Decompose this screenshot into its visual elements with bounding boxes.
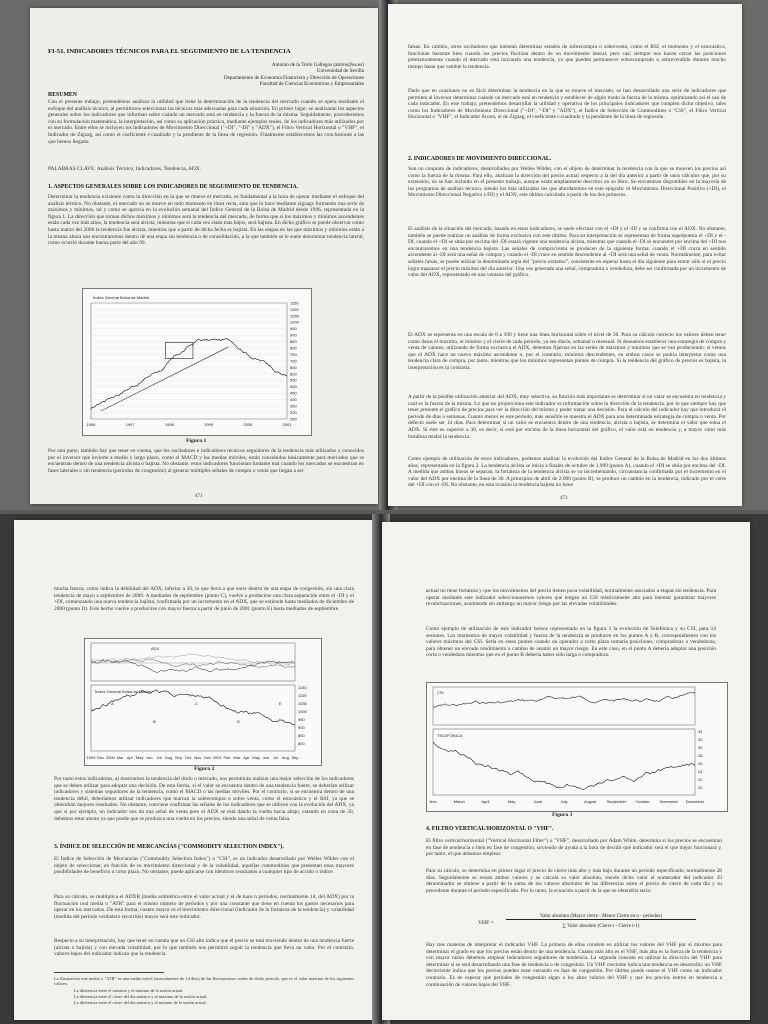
paragraph: A partir de la posible utilización anterior del ADX, muy selectiva, su función más importante es determinar si un valor se encuentra en tendencia y cuál es la fuerza de la misma. Lo que no proporciona este indicador es información sobre la dirección de la tendencia, por lo que siempre hay que tener presente el gráfico de precios para ver la dirección del mismo y poder tomar una decisión. Para el cálculo del indicador hay que introducir el periodo de días o semanas. Cuanto menor es este periodo, más sensible se muestra el ADX para una determinada estrategia de compra o venta. Por defecto suele ser 14 días. Para determinar si un valor se encuentra dentro de una tendencia, alcista o bajista, se determina el valor que toma el ADX. Si éste es superior a 30, es decir, si está por encima de la línea horizontal del gráfico, el valor está en tendencia y, a mayor valor más fortaleza tendrá la tendencia.	[408, 394, 726, 440]
price-panel-label: Índice General Bolsa de Madrid	[95, 689, 152, 694]
adx-label: ADX	[151, 646, 160, 651]
x-tick-label: Dec	[204, 755, 212, 760]
x-tick-label: 1997	[125, 422, 135, 427]
vhf-formula-numerator: Valor absoluto (Mayor cierre - Menor Cierre en n - periodos)	[506, 914, 696, 920]
y-tick-label: 800	[298, 741, 305, 746]
csi-panel	[433, 687, 695, 725]
figure-1-chart	[82, 288, 312, 436]
y-tick-label: 950	[290, 326, 297, 332]
paragraph: Por tanto estos indicadores, al mostrarnos la tendencia del título o mercado, nos permitirán realizar una mejor selección de los indicadores que se deben utilizar para adoptar una decisión. De esta forma, si el valor se encuentra dentro de una tendencia fuerte, se deberían utilizar indicadores y sistemas seguidores de la tendencia, como el MACD o las medias móviles. Por el contrario, si se encuentra dentro de una tendencia débil, deberíamos utilizar indicadores que marcan la sobrecompra o sobre venta, como el estocástico y el RSI, ya que se obtendrán mejores resultados. No obstante, conviene confirmar las señales de los indicadores que se utilicen con la evolución del ADX, ya que si por ejemplo, un indicador nos da una señal de venta pero el ADX se está dando la vuelta hacia abajo, estando en zona de 30, debemos estar atento ya que puede que se produzca una vuelta en los precios, siendo una señal de venta falsa.	[54, 776, 354, 822]
csi-line	[433, 692, 695, 707]
y-tick-label: 1050	[298, 701, 307, 706]
paragraph: actual no tiene fortaleza y que los movimientos del precio tienen poca volatilidad, normalmente asociados a etapas sin tendencia. Para operar mediante este indicador seleccionaremos valores que tengan un CSI relativamente alto para intentar garantizar mayores revalorizaciones, asumiendo sin embargo un mayor riesgo por las elevadas volatilidades.	[426, 588, 716, 608]
page-473	[388, 4, 742, 506]
page-number: 471	[195, 494, 203, 499]
x-tick-label: May	[135, 755, 144, 760]
paragraph: mucha fuerza, como indica la debilidad del ADX, inferior a 30, lo que lleva a que entre dentro de una etapa de congestión, sin una clara tendencia de mayo a septiembre de 2000. A mediados de septiembre (punto C), vuelve a producirse una clara separación entre el -DI y el +DI, comenzando una nueva tendencia bajista, confirmada por un incremento en el ADX, que se extiende hasta mediados de diciembre de 2000 (punto D). Este hecho vuelve a producirse con mayor fuerza a partir de junio de 2001 (punto E) hasta mediados de septiembre.	[54, 586, 354, 612]
signal-point-label: A	[111, 701, 114, 706]
y-tick-label: 22	[698, 777, 703, 782]
trend-line	[101, 347, 228, 411]
x-tick-label: 1998	[164, 422, 174, 427]
y-tick-label: 24	[698, 769, 703, 774]
x-tick-label: May	[507, 799, 516, 804]
y-tick-label: 550	[290, 377, 297, 383]
vhf-formula-denominator: ∑ Valor absoluto (Cierre t - Cierre t-1)	[562, 924, 640, 929]
section-4-title: 4. FILTRO VERTICAL/HORIZONTAL O "VHF".	[426, 826, 554, 832]
x-tick-label: Sep	[291, 755, 299, 760]
affiliation-university: Universidad de Sevilla	[316, 68, 364, 75]
paragraph: El Índice de Selección de Mercancías ("Commodity Selection Index") o "CSI", es un indicador desarrollado por Welles Wilder con el objeto de seleccionar, en función de su movimiento direccional y de la volatilidad, aquellas commodities que presentan unas mayores posibilidades de beneficio a corto plazo. No obstante, puede aplicarse con idénticos resultados a cualquier tipo de acción o índice.	[54, 856, 354, 876]
x-tick-label: 2000	[105, 755, 115, 760]
x-tick-label: Nov	[429, 799, 437, 804]
paragraph: Hay tres maneras de interpretar el indicador VHF. La primera de ellas consiste en utilizar los valores del VHF por sí mismos para determinar el grado en que los precios están dentro de una tendencia. Cuanto más alto es el VHF, más alta es la fuerza de la tendencia y con mayor razón debemos emplear indicadores seguidores de tendencia. La segunda consiste en utilizar la dirección del VHF para determinar si se está desarrollando una fase de tendencia o de congestión. Un VHF creciente indica una tendencia en desarrollo; un VHF decreciente indica que los precios pueden estar entrando en fase de congestión. Por último puede usarse el VHF como un indicador contrario. Es de esperar que periodos de congestión sigan a los altos valores del VHF y que los precios entren en tendencia a continuación de valores bajos del VHF.	[426, 942, 722, 988]
price-series-line	[91, 338, 287, 409]
y-tick-label: 1100	[290, 306, 299, 312]
y-tick-label: 1150	[290, 300, 299, 306]
paragraph: Dado que en ocasiones no es fácil determinar la tendencia en la que se mueve el mercado, se han desarrollado una serie de indicadores que permiten al inversor determinar cuándo un mercado está en tendencia y establecer de algún modo la fuerza de la misma, optimizando así el uso de cada indicador. En este trabajo, pretendemos desarrollar la utilidad y operativa de los principales indicadores que cumplen dicho objetivo, tales como los Indicadores de Movimiento Direccional ("+DI", "-DI" y "ADX"), el Índice de Selección de Commodities o "CSI", el Filtro Vertical Horizontal o "VHF", el Indicador Aroon, el de Zigzag, el coeficiente r-cuadrado y la pendiente de la línea de regresión.	[408, 88, 726, 121]
figure-1-svg	[83, 289, 311, 435]
x-tick-label: Apr	[126, 755, 133, 760]
figure-1-caption: Figura 1	[186, 438, 207, 444]
x-tick-label: Dec	[97, 755, 105, 760]
y-tick-label: 1000	[298, 709, 307, 714]
y-tick-label: 1150	[298, 685, 307, 690]
x-tick-label: 1999	[204, 422, 214, 427]
x-tick-label: Jul	[273, 755, 279, 760]
figure-2-svg	[85, 639, 321, 765]
x-tick-label: May	[252, 755, 260, 760]
consolidation-box	[165, 342, 192, 358]
figure-2-caption: Figura 2	[194, 766, 215, 772]
paragraph: falsas. En cambio, otros osciladores que intentan determinar estados de sobrecompra o sobreventa, como el RSI, el momento y el estocástico, funcionan bastante bien cuando los precios fluctúan dentro de un movimiento lateral, pero casi siempre nos hacen cerrar las posiciones prematuramente cuando el mercado está iniciando una tendencia, ya que pueden permanecer sobrecomprado o sobrevendido durante mucho tiempo hasta que cambie la tendencia.	[408, 44, 726, 70]
page-474	[14, 520, 374, 1020]
y-tick-label: 30	[698, 745, 703, 750]
paragraph: El filtro vertical/horizontal ("Vertical Horizontal Filter") o "VHF", desarrollado por Adam White, determina si los precios se encuentran en fase de tendencia o bien en fase de congestión, sirviendo de ayuda a la hora de decidir qué indicador será el que mejor funcionará y, por tanto, el que debamos emplear.	[426, 838, 722, 858]
affiliation-faculty: Facultad de Ciencias Económicas y Empresariales	[259, 81, 364, 88]
x-tick-label: Jun	[146, 755, 153, 760]
x-tick-label: Oct	[185, 755, 192, 760]
signal-point-label: C	[195, 701, 198, 706]
x-tick-label: April	[481, 799, 490, 804]
x-tick-label: Jul	[156, 755, 162, 760]
x-tick-label: 1996	[86, 422, 96, 427]
y-tick-label: 300	[290, 409, 297, 415]
y-tick-label: 650	[290, 364, 297, 370]
footnote-item: La diferencia entre el máximo y el mínimo de la sesión actual.	[74, 988, 184, 993]
footnote-item: La diferencia entre el cierre del día anterior y el mínimo de la sesión actual.	[74, 1000, 207, 1005]
x-tick-label: Mar	[233, 755, 241, 760]
x-tick-label: 2001	[212, 755, 222, 760]
y-tick-label: 950	[298, 717, 305, 722]
page-475	[382, 522, 750, 1020]
x-tick-label: 2000	[243, 422, 253, 427]
price-panel	[433, 729, 695, 795]
figure-2-chart	[84, 638, 322, 766]
x-tick-label: Aug	[281, 755, 289, 760]
footnote: La fluctuación real media o "ATR" es una media móvil (normalmente de 14 días) de las fluctuaciones reales de dicho periodo, que es el valor máximo de los siguientes valores:	[54, 976, 354, 987]
y-tick-label: 28	[698, 753, 703, 758]
y-tick-label: 800	[290, 345, 297, 351]
x-tick-label: 1999	[86, 755, 96, 760]
author-affiliation	[150, 62, 364, 88]
x-tick-label: Mar	[116, 755, 124, 760]
paragraph: Como ejemplo de utilización de estos indicadores, podemos analizar la evolución del Índice General de la Bolsa de Madrid en los dos últimos años, representada en la figura 2. La tendencia alcista se inicia a finales de octubre de 1.999 (punto A), cuando el +DI se sitúa por encima del -DI. A medida que ambas líneas se separan, la fortaleza de la tendencia alcista se va incrementando, circunstancia confirmada por el incremento en el valor del ADX por encima de la línea de 30. A principios de abril de 2.000 (punto B), se produce un cambio en la tendencia, indicado por el corte del +DI con el -DI. No obstante, en esta ocasión la tendencia bajista no tiene	[408, 456, 726, 489]
price-panel-label: TELEFÓNICA	[437, 733, 463, 738]
top-spread	[0, 0, 768, 510]
y-tick-label: 1050	[290, 313, 299, 319]
page-number: 473	[560, 496, 568, 501]
plus-di-line	[91, 660, 295, 673]
resumen-heading: RESUMEN	[48, 92, 77, 98]
y-tick-label: 32	[698, 737, 703, 742]
y-tick-label: 900	[290, 332, 297, 338]
affiliation-department: Departamento de Economía Financiera y Dirección de Operaciones	[223, 74, 364, 81]
x-tick-label: December	[685, 799, 705, 804]
y-tick-label: 700	[290, 358, 297, 364]
x-tick-label: Jun	[262, 755, 270, 760]
price-panel	[91, 685, 295, 751]
author: Antonio de la Torre Gallegos (atorre@us.es)	[271, 62, 364, 68]
footnote-item: La diferencia entre el cierre del día anterior y el máximo de la sesión actual.	[74, 994, 208, 999]
x-tick-label: June	[533, 799, 543, 804]
x-tick-label: September	[606, 799, 627, 804]
figure-3-svg	[427, 683, 727, 811]
paragraph: Como ejemplo de utilización de este indicador hemos representado en la figura 3 la evolución de Telefónica y su CSI, para 14 sesiones. Los momentos de mayor volatilidad y fuerza de la tendencia se producen en los puntos A y B, correspondientes con los valores máximos del CSI. Sería en estos puntos cuando un operador a corto plazo tomaría posiciones, compradoras o vendedoras, para obtener un elevado rendimiento a cambio de asumir un mayor riesgo. En este caso, en el punto A debería adoptar una posición corta o vendedora mientras que en el punto B debería haber sido larga o compradora.	[426, 626, 716, 659]
y-tick-label: 900	[298, 725, 305, 730]
y-tick-label: 250	[290, 416, 297, 422]
y-tick-label: 400	[290, 397, 297, 403]
y-tick-label: 1100	[298, 693, 307, 698]
y-tick-label: 750	[290, 351, 297, 357]
price-series-line	[91, 690, 295, 725]
y-tick-label: 600	[290, 371, 297, 377]
paragraph: Respecto a su interpretación, hay que tener en cuenta que un CSI alto indica que el precio se está moviendo dentro de una tendencia fuerte (alcista o bajista) y con elevada volatilidad, por lo que también nos permitirá seguir la tendencia que lleva un valor. Por el contrario, valores bajos del indicador indican que la tendencia	[54, 938, 354, 958]
x-tick-label: Sep	[174, 755, 182, 760]
y-tick-label: 500	[290, 384, 297, 390]
signal-point-label: B	[153, 719, 156, 724]
y-tick-label: 850	[290, 339, 297, 345]
x-tick-label: March	[453, 799, 465, 804]
paragraph: Para su cálculo, se multiplica el ADXR (media aritmética entre el valor actual y el de hace n periodos, normalmente 14, del ADX) por la fluctuación real media o "ATR" para el mismo número de periodos y por una constante que tiene en cuenta los gastos necesarios para operar en los mercados. De esta forma, cuanto mayor es el movimiento direccional (indicador de la fortaleza de la tendencia) y volatilidad (medida del periodo verdadero recorrido) mayor será este indicador.	[54, 894, 354, 920]
paragraph: El ADX se representa en una escala de 0 a 100 y tiene una línea horizontal sobre el nivel de 30. Para su cálculo correcto los valores deben tener como datos el máximo, el mínimo y el cierre de cada periodo, ya sea diario, semanal o mensual. Si deseamos establecer una estrategia de compra y venta de valores, utilizando de forma exclusiva el ADX, debemos fijarnos en las series de máximos y mínimos que se van produciendo: si vemos que el ADX hace un nuevo máximo ascendente o, por el contrario, mínimos descendentes, en ambos casos se podría interpretar como una tendencia clara de compra, por tanto, mientras que los mínimos representan puntos de compra. Si la tendencia del gráfico de precios es bajista, la interpretación es la contraria.	[408, 332, 726, 371]
y-tick-label: 26	[698, 761, 703, 766]
page-471	[30, 8, 378, 504]
x-tick-label: Apr	[243, 755, 250, 760]
price-series-line	[433, 742, 695, 790]
paragraph: Son un conjunto de indicadores, desarrollados por Welles Wilder, con el objeto de determinar la tendencia con la que se mueven los precios así como la fuerza de la misma. Para ello, analizan la dirección del precio actual respecto a la del día anterior a partir de unos cálculos que, por su extensión, no se han incluido en el presente trabajo, aunque están ampliamente descritos en su libro. Se encuentran disponibles en la mayoría de los programas de análisis técnico, siendo los más utilizados los que abordaremos en este epígrafe: el Movimiento Direccional Positivo (+DI), el Movimiento Direccional Negativo (-DI) y el ADX, este último calculado a partir de los dos primeros.	[408, 166, 726, 199]
x-tick-label: 2001	[282, 422, 292, 427]
x-tick-label: Nov	[194, 755, 202, 760]
paper-title: FI-51. INDICADORES TÉCNICOS PARA EL SEGUIMIENTO DE LA TENDENCIA	[48, 48, 291, 55]
keywords: PALABRAS CLAVE: Análisis Técnico, Indicadores, Tendencia, ADX.	[48, 166, 202, 172]
figure-3-caption: Figura 3	[552, 812, 573, 818]
y-tick-label: 850	[298, 733, 305, 738]
y-tick-label: 34	[698, 729, 703, 734]
paragraph: El análisis de la situación del mercado, basado en estos indicadores, se suele efectuar con el +DI y el -DI y se confirma con el ADX. No obstante, también se puede realizar un análisis de forma exclusiva con este último. Para su interpretación se representan de forma superpuesta el +DI y el -DI, cuando el +DI se sitúa por encima del -DI estará vigente una tendencia alcista, mientras que cuando el -DI se encuentre por encima del +DI nos encontraremos en una tendencia bajista. Las señales de compra/venta se producen de la siguiente forma: cuando el +DI cruza en sentido ascendente al -DI será una señal de compra y cuando el -DI cruce en sentido descendente al +DI será una señal de venta. Normalmente, para evitar señales falsas, se puede utilizar la denominada regla del "precio extremo", consistente en esperar hasta el día siguiente para entrar sólo si el precio logra traspasar el precio máximo del día anterior. Una vez generada una señal, compradora o vendedora, debe ser confirmada por un incremento de valor del ADX, representado en una ventana del gráfico.	[408, 226, 726, 279]
section-1-text: Determinar la tendencia existente como la dirección en la que se mueve el mercado, es fundamental a la hora de operar mediante el enfoque del análisis técnico. No obstante, el mercado no se mueve en todo momento en línea recta, sino que lo hace mediante zigzags formando una serie de máximos y mínimos, tal y como se aprecia en la evolución semanal del Índice General de la Bolsa de Madrid desde 1996, representada en la figura 1. La dirección que toman dichos máximos y mínimos será la tendencia del mercado, de forma que si los máximos y mínimos ascendentes están cada vez más altos, la tendencia será alcista, mientras que si cada vez están más bajos, será bajista. En dicho gráfico se puede observar cómo hasta marzo del 2000 la tendencia fue alcista, mientras que a partir de dicha fecha es bajista. En las etapas en las que máximos y mínimos están a la misma altura nos encontraremos dentro de una etapa sin tendencia o de consolidación, a la que también se le suele denominar tendencia lateral, como ocurrió durante buena parte del año 99.	[48, 194, 364, 247]
x-tick-label: Feb	[223, 755, 231, 760]
signal-point-label: D	[237, 719, 240, 724]
csi-label: CSI	[437, 690, 444, 695]
vhf-formula-lhs: VHF =	[478, 920, 494, 926]
x-tick-label: Aug	[165, 755, 173, 760]
x-tick-label: October	[635, 799, 650, 804]
x-tick-label: August	[583, 799, 597, 804]
section-3-title: 3. ÍNDICE DE SELECCIÓN DE MERCANCÍAS ("COMMODITY SELECTION INDEX").	[54, 844, 284, 850]
paragraph: Para su cálculo, se determina en primer lugar el precio de cierre más alto y más bajo durante un periodo especificado, normalmente 28 días. Seguidamente se restan ambos valores y se calcula su valor absoluto, siendo dicho valor el numerador del indicador. El denominador se obtiene a partir de la suma de los valores absolutos de las diferencias entre el precio de cierre de cada día y su precedente durante el periodo especificado. Por lo tanto, la ecuación a partir de la que se obtendría sería:	[426, 868, 722, 894]
x-tick-label: November	[659, 799, 679, 804]
y-tick-label: 450	[290, 390, 297, 396]
after-figure-1-text: Por otra parte, también hay que tener en cuenta, que los osciladores e indicadores técnicos seguidores de la tendencia más utilizados y conocidos por el inversor que invierte a medio y largo plazo, como el MACD y las medias móviles, están concebidos básicamente para mercados que se encuentran dentro de una tendencia alcista o bajista. No obstante, estos indicadores funcionan bastante mal cuando los mercados se encuentran en fases laterales o sin tendencia (periodos de congestión) al generar múltiples señales de compra o venta que llegan a ser	[48, 448, 364, 474]
y-tick-label: 350	[290, 403, 297, 409]
bottom-spread	[0, 514, 768, 1024]
section-1-title: 1. ASPECTOS GENERALES SOBRE LOS INDICADORES DE SEGUIMIENTO DE TENDENCIA.	[48, 184, 299, 190]
figure-3-chart	[426, 682, 728, 812]
signal-point-label: E	[279, 701, 282, 706]
y-tick-label: 1000	[290, 319, 299, 325]
footnote-rule	[54, 972, 164, 973]
abstract-text: Con el presente trabajo, pretendemos analizar la utilidad que tiene la determinación de la tendencia del mercado cuando se opera mediante el enfoque del análisis técnico, al permitirnos seleccionar las técnicas más adecuadas para cada situación. En primer lugar, se analizarán los aspectos generales sobre los indicadores que informan sobre cuándo un mercado está en tendencia y la fuerza de la misma. Seguidamente, procederemos con su formulación matemática, la interpretación, así como su aplicación práctica, mediante ejemplos reales, de los indicadores más utilizados por el mercado. Entre ellos se incluyen los indicadores de Movimiento Direccional ("+DI", "-DI" y "ADX"), el Filtro Vertical Horizontal o "VHF", el Indicador de Zigzag, así como el coeficiente r-cuadrado y la pendiente de la línea de regresión. Finalmente establecemos las conclusiones a las que hemos llegado.	[48, 99, 364, 145]
chart-title: Índice General Bolsa de Madrid	[93, 295, 150, 300]
y-tick-label: 20	[698, 785, 703, 790]
section-2-title: 2. INDICADORES DE MOVIMIENTO DIRECCIONAL.	[408, 156, 552, 162]
x-tick-label: July	[560, 799, 568, 804]
